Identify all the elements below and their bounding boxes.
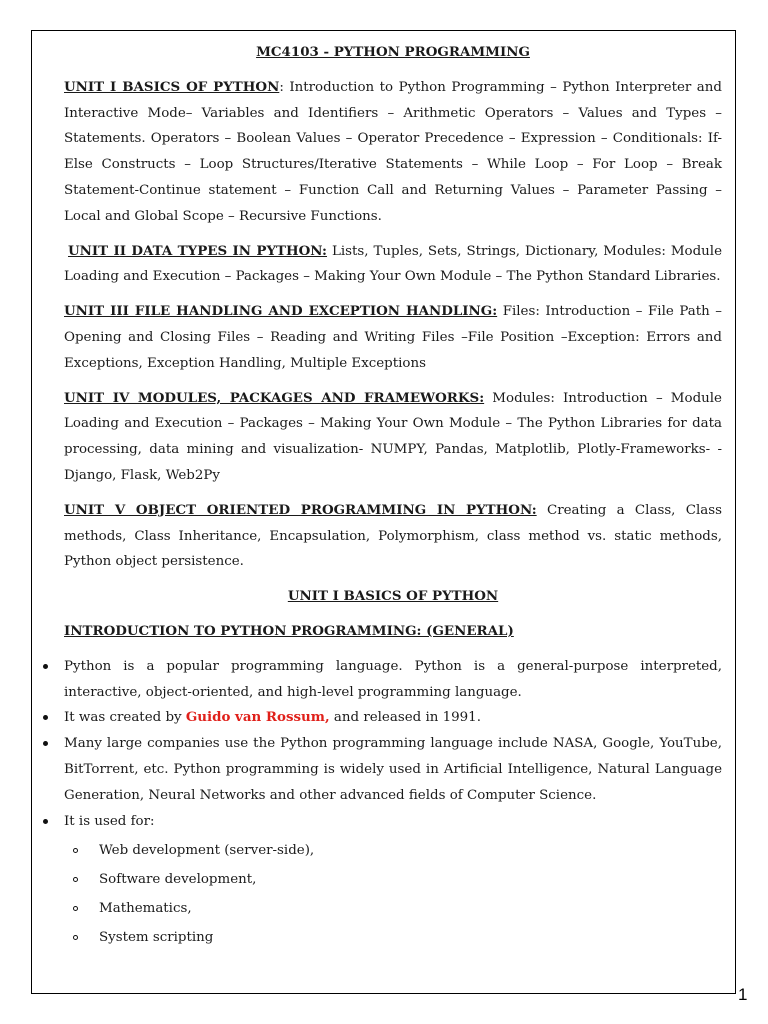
uses-item: [64, 865, 722, 894]
bullet-icon: [43, 664, 48, 669]
uses-item: [64, 923, 722, 952]
bullet-text: It is used for:: [64, 813, 155, 829]
unit-1-paragraph: [64, 75, 722, 230]
uses-list: [64, 836, 722, 952]
unit-2-paragraph: [64, 239, 722, 291]
unit-2-text: Lists, Tuples, Sets, Strings, Dictionary, Modules: Module Loading and Execution – Packages – Making Your Own Module – The Python Standard Libraries.: [64, 243, 722, 285]
bullet-item: [64, 809, 722, 953]
bullet-text-before: It was created by: [64, 710, 186, 726]
uses-item-text: Software development,: [99, 872, 257, 888]
unit-3-paragraph: [64, 299, 722, 376]
creator-name: Guido van Rossum,: [185, 709, 330, 726]
unit-5-paragraph: [64, 498, 722, 575]
uses-item-text: Web development (server-side),: [99, 843, 315, 859]
bullet-text: Python is a popular programming language. Python is a general-purpose interpreted, interactive, object-oriented, and high-level programming language.: [64, 658, 722, 700]
bullet-item: [64, 654, 722, 706]
unit-4-text: Modules: Introduction – Module Loading and Execution – Packages – Making Your Own Module – The Python Libraries for data processing, data mining and visualization- NUMPY, Pandas, Matplotlib, Plotly-Frameworks- -Django, Flask, Web2Py: [64, 390, 722, 483]
bullet-icon: [43, 819, 48, 824]
unit-2-heading: UNIT II DATA TYPES IN PYTHON:: [68, 242, 328, 259]
bullet-item: [64, 731, 722, 808]
page-number: 1: [738, 985, 748, 1004]
circle-bullet-icon: [73, 848, 78, 853]
uses-item: [64, 894, 722, 923]
unit-1-separator: :: [279, 79, 290, 95]
unit-1-text: Introduction to Python Programming – Python Interpreter and Interactive Mode– Variables and Identifiers – Arithmetic Operators – Values and Types – Statements. Operators – Boolean Values – Operator Precedence – Expression – Conditionals: If-Else Constructs – Loop Structures/Iterative Statements – While Loop – For Loop – Break Statement-Continue statement – Function Call and Returning Values – Parameter Passing – Local and Global Scope – Recursive Functions.: [64, 79, 722, 224]
circle-bullet-icon: [73, 906, 78, 911]
unit-4-heading: UNIT IV MODULES, PACKAGES AND FRAMEWORKS:: [64, 389, 485, 406]
unit-5-text: Creating a Class, Class methods, Class Inheritance, Encapsulation, Polymorphism, class method vs. static methods, Python object persistence.: [64, 502, 722, 570]
bullet-list: [64, 654, 722, 953]
uses-item: [64, 836, 722, 865]
uses-item-text: System scripting: [99, 930, 214, 946]
unit-5-heading: UNIT V OBJECT ORIENTED PROGRAMMING IN PYTHON:: [64, 501, 537, 518]
uses-item-text: Mathematics,: [99, 901, 192, 917]
section-title: UNIT I BASICS OF PYTHON: [287, 588, 499, 605]
circle-bullet-icon: [73, 935, 78, 940]
unit-3-heading: UNIT III FILE HANDLING AND EXCEPTION HANDLING:: [64, 303, 498, 320]
document-title: MC4103 - PYTHON PROGRAMMING: [256, 44, 530, 60]
bullet-text-after: and released in 1991.: [329, 710, 481, 726]
document-body: [64, 40, 722, 952]
unit-5-separator: [537, 503, 547, 518]
sub-heading: INTRODUCTION TO PYTHON PROGRAMMING: (GENERAL): [64, 622, 514, 639]
bullet-item: [64, 705, 722, 731]
unit-4-paragraph: [64, 386, 722, 489]
unit-3-text: Files: Introduction – File Path – Opening and Closing Files – Reading and Writing Files –File Position –Exception: Errors and Exceptions, Exception Handling, Multiple Exceptions: [64, 304, 722, 371]
bullet-text: Many large companies use the Python programming language include NASA, Google, YouTube, BitTorrent, etc. Python programming is widely used in Artificial Intelligence, Natural Language Generation, Neural Networks and other advanced fields of Computer Science.: [64, 736, 722, 803]
circle-bullet-icon: [73, 877, 78, 882]
unit-1-heading: UNIT I BASICS OF PYTHON: [64, 78, 280, 95]
